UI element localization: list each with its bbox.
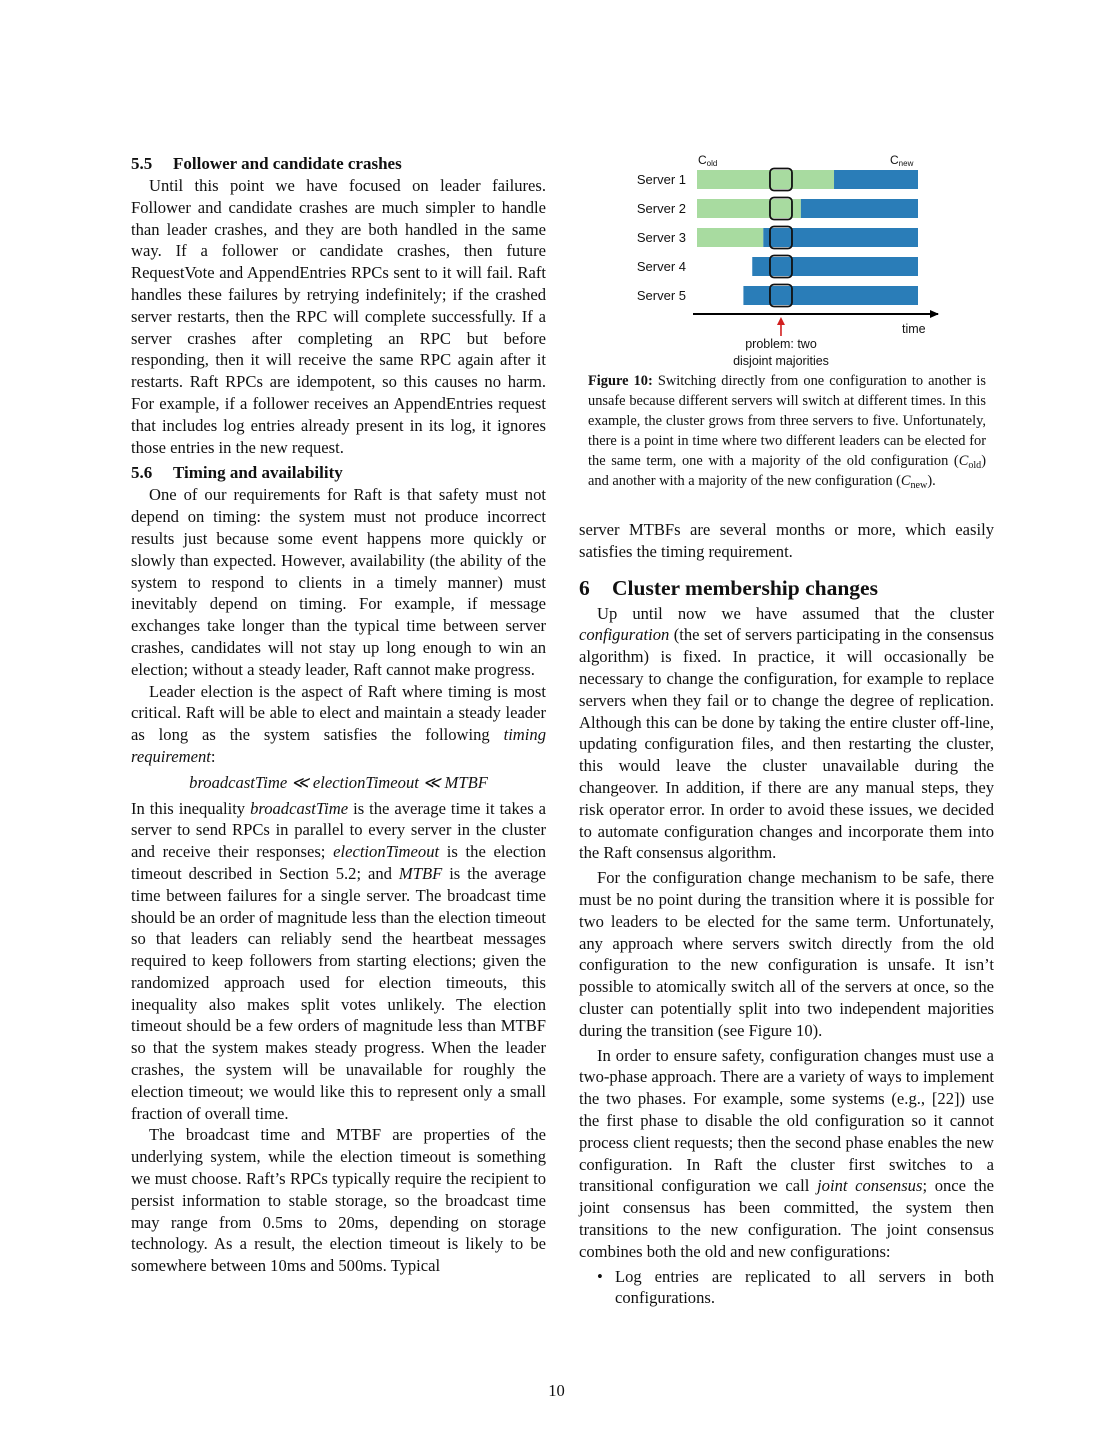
paragraph — [579, 1045, 994, 1263]
problem-arrow-icon — [777, 317, 785, 336]
problem-arrow-head — [777, 317, 785, 325]
text: is the election timeout described in Section 5.2; and — [131, 842, 547, 883]
figure-10-diagram — [600, 145, 960, 370]
emphasis: joint consensus — [817, 1176, 923, 1196]
c-new: $C_{new}$ — [900, 473, 928, 491]
text: ; once the joint consensus has been committed, the system then transitions to the new configuration. The joint consensus combines both the old and new configurations: — [579, 1176, 994, 1261]
old-config-bar — [697, 170, 834, 189]
equation: broadcastTime ≪ electionTimeout ≪ MTBF — [189, 772, 488, 792]
paragraph-continuation: server MTBFs are several months or more, which easily satisfies the timing requirement. — [579, 520, 994, 561]
text: ) and another with a majority of the new configuration ( — [588, 453, 986, 489]
new-config-bar — [752, 257, 918, 276]
text: is the average time between failures for a single server. The broadcast time should be an order of magnitude less than the election timeout so that leaders can reliably send the heartbeat messages required to keep followers from starting elections; given the randomized approach used for election timeouts, this inequality also makes split votes unlikely. The election timeout should be a few orders of magnitude less than MTBF so that the system makes steady progress. When the leader crashes, the system will be unavailable for roughly the election timeout; we would like this to represent only a small fraction of overall time. — [131, 863, 546, 1123]
section-title: Cluster membership changes — [612, 575, 878, 600]
old-config-bar — [697, 199, 801, 218]
text: Leader election is the aspect of Raft where timing is most critical. Raft will be able to elect and maintain a steady leader as long as the system satisfies the following — [131, 681, 546, 745]
text: Switching directly from one configuration to another is unsafe because different servers will switch at different times. In this example, the cluster grows from three servers to five. Unfortunately, there is a point in time where two different leaders can be elected for the same term, one with a majority of the old configuration ( — [588, 373, 986, 469]
text: In order to ensure safety, configuration changes must use a two-phase approach. There are a variety of ways to implement the two phases. For example, some systems (e.g., [22]) use the first phase to disable the old configuration so it cannot process client requests; then the second phase enables the new configuration. In Raft the cluster first switches to a transitional configuration we call — [579, 1045, 994, 1196]
text: In this inequality — [131, 798, 251, 818]
paragraph — [131, 798, 546, 1125]
emphasis: configuration — [579, 625, 670, 645]
paragraph: One of our requirements for Raft is that safety must not depend on timing: the system must not produce incorrect results just because some event happens more quickly or slowly than expected. However, availability (the ability of the system to respond to clients in a timely manner) must inevitably depend on timing. For example, if message exchanges take longer than the typical time between server crashes, candidates will not stay up long enough to win an election; without a steady leader, Raft cannot make progress. — [131, 485, 546, 679]
section-heading-5-6 — [131, 461, 546, 484]
paragraph: For the configuration change mechanism to be safe, there must be no point during the transition where it is possible for two leaders to be elected for the same term. Unfortunately, any approach where servers switch directly from the old configuration to the new configuration is unsafe. It isn’t possible to atomically switch all of the servers at once, so the cluster can potentially split into two independent majorities during the transition (see Figure 10). — [579, 868, 994, 1040]
figure-10-caption — [588, 371, 986, 491]
emphasis: broadcastTime — [250, 798, 349, 818]
text: (the set of servers participating in the consensus algorithm) is fixed. In practice, it will occasionally be necessary to change the configuration, for example to replace servers when they fail or to change the degree of replication. Although this can be done by taking the entire cluster off-line, updating configuration files, and then restarting the cluster, this would leave the cluster unavailable during the changeover. In addition, if there are any manual steps, they risk operator error. In order to avoid these issues, we decided to automate configuration changes and incorporate them into the Raft consensus algorithm. — [579, 625, 994, 863]
server-label: Server 5 — [636, 288, 686, 303]
left-column — [131, 152, 546, 1277]
bullet-text: Log entries are replicated to all servers in both configurations. — [615, 1266, 994, 1308]
text: ). — [927, 473, 936, 489]
section-heading-5-5 — [131, 152, 546, 175]
page-number: 10 — [548, 1381, 565, 1400]
emphasis: MTBF — [398, 863, 443, 883]
server-label: Server 4 — [636, 259, 686, 274]
bullet-item — [579, 1266, 994, 1310]
emphasis: electionTimeout — [333, 842, 440, 862]
old-config-bar — [697, 228, 763, 247]
text: Up until now we have assumed that the cluster — [597, 603, 994, 623]
section-number: 6 — [579, 575, 590, 600]
server-label: Server 3 — [636, 230, 686, 245]
paragraph — [131, 681, 546, 768]
time-axis-label: time — [902, 322, 926, 336]
annotation-line-1: problem: two — [745, 337, 817, 351]
new-config-bar — [801, 199, 918, 218]
annotation-line-2: disjoint majorities — [733, 354, 829, 368]
section-number: 5.5 — [131, 154, 153, 173]
text: : — [210, 746, 216, 766]
bullet-icon: • — [597, 1266, 603, 1286]
server-label: Server 1 — [636, 172, 686, 187]
section-title: Follower and candidate crashes — [173, 154, 402, 173]
section-number: 5.6 — [131, 463, 153, 483]
paragraph: The broadcast time and MTBF are properties of the underlying system, while the election timeout is something we must choose. Raft’s RPCs typically require the recipient to persist information to stable storage, so the broadcast time may range from 0.5ms to 20ms, depending on storage technology. As a result, the election timeout is likely to be somewhere between 10ms and 500ms. Typical — [131, 1125, 546, 1276]
c-new-label: Cnew — [890, 153, 914, 168]
emphasis: timing requirement — [131, 725, 546, 766]
new-config-bar — [763, 228, 918, 247]
right-column — [579, 519, 994, 1309]
section-heading-6 — [579, 575, 994, 601]
paragraph — [579, 603, 994, 865]
paragraph: Until this point we have focused on leader failures. Follower and candidate crashes are much simpler to handle than leader crashes, and they are both handled in the same way. If a follower or candidate crashes, then future RequestVote and AppendEntries RPCs sent to it will fail. Raft handles these failures by retrying indefinitely; if the crashed server restarts, then the RPC will complete successfully. If a server crashes after completing an RPC but before responding, then it will receive the same RPC again after it restarts. Raft RPCs are idempotent, so this causes no harm. For example, if a follower receives an AppendEntries request that includes log entries already present in its log, it ignores those entries in the new request. — [131, 176, 546, 457]
text: is the average time it takes a server to send RPCs in parallel to every server in the cluster and receive their responses; — [131, 798, 546, 862]
section-title: Timing and availability — [173, 463, 343, 483]
c-old-label: Cold — [698, 153, 718, 168]
server-label: Server 2 — [636, 201, 686, 216]
caption-label: Figure 10: — [588, 373, 653, 389]
new-config-bar — [834, 170, 918, 189]
c-old: $C_{old}$ — [958, 453, 982, 471]
